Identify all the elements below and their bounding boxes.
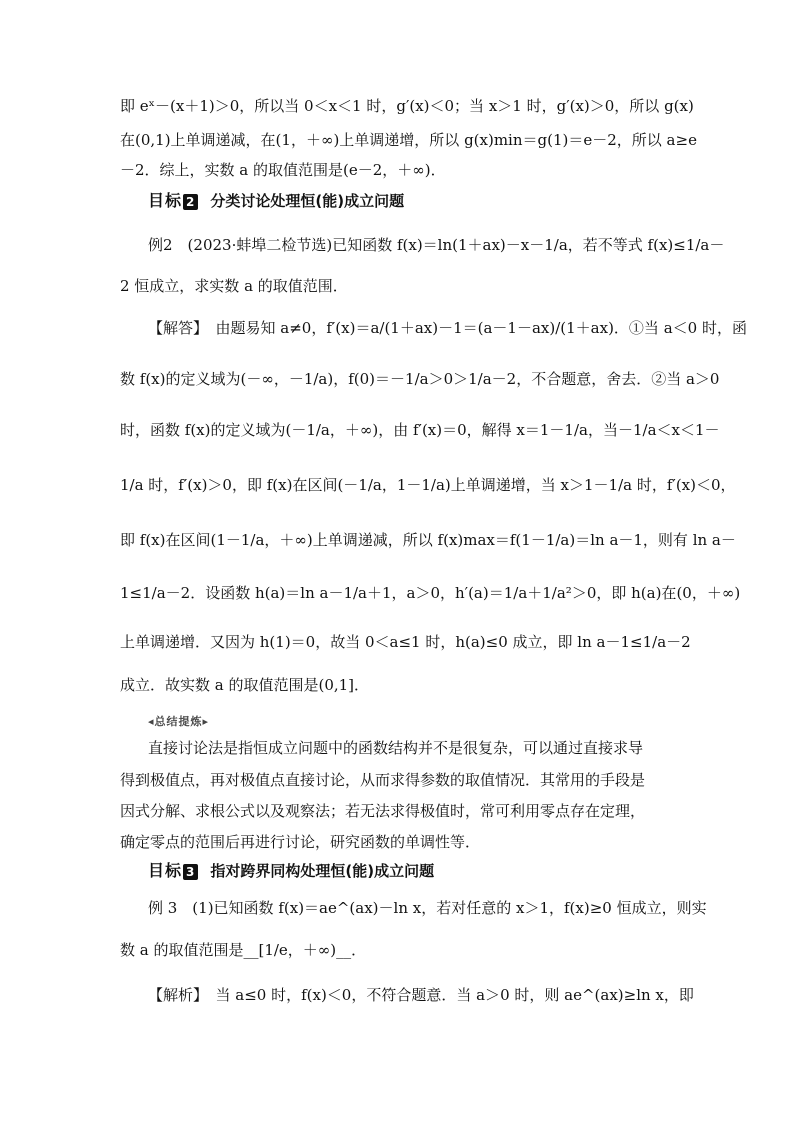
example-3-line: 数 a 的取值范围是__[1/e，＋∞)__． — [120, 941, 367, 959]
summary-line: 确定零点的范围后再进行讨论，研究函数的单调性等． — [120, 833, 481, 851]
answer-line: 时，函数 f(x)的定义域为(－1/a，＋∞)，由 f′(x)＝0，解得 x＝1－1/a，当－1/a＜x＜1－ — [120, 421, 720, 439]
summary-line: 得到极值点，再对极值点直接讨论，从而求得参数的取值情况．其常用的手段是 — [120, 771, 646, 789]
text-line: 即 eˣ－(x＋1)＞0，所以当 0＜x＜1 时，g′(x)＜0；当 x＞1 时，g′(x)＞0，所以 g(x) — [120, 97, 694, 115]
answer-line: 成立．故实数 a 的取值范围是(0,1]． — [120, 676, 370, 694]
goal-2-heading — [148, 190, 404, 212]
text-line: 在(0,1)上单调递减，在(1，＋∞)上单调递增，所以 g(x)min＝g(1)＝e－2，所以 a≥e — [120, 131, 697, 149]
analysis-line: 【解析】 当 a≤0 时，f(x)＜0，不符合题意．当 a＞0 时，则 ae^(ax)≥ln x，即 — [148, 986, 694, 1004]
answer-line: 【解答】 由题易知 a≠0，f′(x)＝a/(1＋ax)－1＝(a－1－ax)/(1＋ax)．①当 a＜0 时，函 — [148, 319, 747, 337]
goal-badge: 目标 2 — [148, 190, 198, 212]
example-2-line: 2 恒成立，求实数 a 的取值范围． — [120, 277, 348, 295]
summary-tag: ◂总结提炼▸ — [148, 715, 210, 728]
answer-line: 即 f(x)在区间(1－1/a，＋∞)上单调递减，所以 f(x)max＝f(1－1/a)＝ln a－1，则有 ln a－ — [120, 531, 736, 549]
goal-3-title: 指对跨界同构处理恒(能)成立问题 — [210, 862, 435, 880]
goal-3-heading — [148, 860, 434, 882]
answer-line: 上单调递增．又因为 h(1)＝0，故当 0＜a≤1 时，h(a)≤0 成立，即 ln a－1≤1/a－2 — [120, 633, 691, 651]
example-2-line: 例2 (2023·蚌埠二检节选)已知函数 f(x)＝ln(1＋ax)－x－1/a，若不等式 f(x)≤1/a－ — [148, 236, 725, 254]
example-3-line: 例 3 (1)已知函数 f(x)＝ae^(ax)－ln x，若对任意的 x＞1，f(x)≥0 恒成立，则实 — [148, 899, 707, 917]
answer-line: 1≤1/a－2．设函数 h(a)＝ln a－1/a＋1，a＞0，h′(a)＝1/a＋1/a²＞0，即 h(a)在(0，＋∞) — [120, 584, 741, 602]
summary-line: 直接讨论法是指恒成立问题中的函数结构并不是很复杂，可以通过直接求导 — [148, 739, 644, 757]
summary-line: 因式分解、求根公式以及观察法；若无法求得极值时，常可利用零点存在定理， — [120, 802, 646, 820]
answer-line: 1/a 时，f′(x)＞0，即 f(x)在区间(－1/a，1－1/a)上单调递增，当 x＞1－1/a 时，f′(x)＜0， — [120, 476, 736, 494]
goal-badge: 目标 3 — [148, 860, 198, 882]
goal-2-title: 分类讨论处理恒(能)成立问题 — [210, 192, 405, 210]
text-line: －2．综上，实数 a 的取值范围是(e－2，＋∞)． — [120, 161, 446, 179]
answer-line: 数 f(x)的定义域为(－∞，－1/a)，f(0)＝－1/a＞0＞1/a－2，不合题意，舍去．②当 a＞0 — [120, 370, 720, 388]
